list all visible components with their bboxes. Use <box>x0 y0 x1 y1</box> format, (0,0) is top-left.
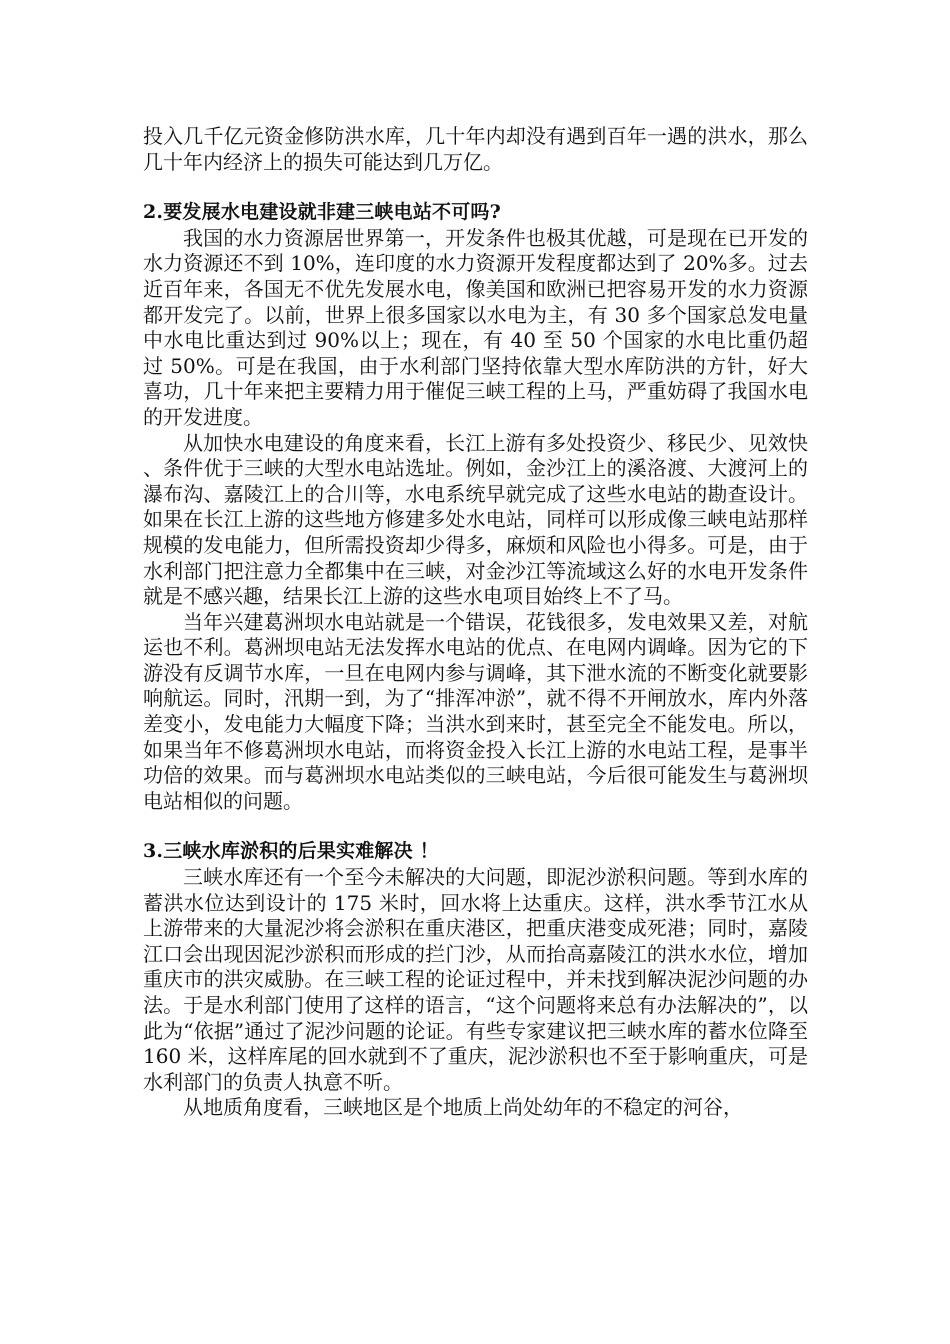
section-2-heading: 2.要发展水电建设就非建三峡电站不可吗? <box>143 201 501 224</box>
section-2-paragraph-1: 我国的水力资源居世界第一，开发条件也极其优越，可是现在已开发的水力资源还不到 10%，连印度的水力资源开发程度都达到了 20%多。过去近百年来，各国无不优先发展水电，像美国和欧洲已把容易开发的水力资源都开发完了。以前，世界上很多国家以水电为主，有 30 多个国家总发电量中水电比重达到过 90%以上；现在，有 40 至 50 个国家的水电比重仍超过 50%。可是在我国，由于水利部门坚持依靠大型水库防洪的方针，好大喜功，几十年来把主要精力用于催促三峡工程的上马，严重妨碍了我国水电的开发进度。 <box>143 225 808 429</box>
section-spacer <box>143 175 808 200</box>
section-3-paragraph-1: 三峡水库还有一个至今未解决的大问题，即泥沙淤积问题。等到水库的蓄洪水位达到设计的 175 米时，回水将上达重庆。这样，洪水季节江水从上游带来的大量泥沙将会淤积在重庆港区，把重庆港变成死港；同时，嘉陵江口会出现因泥沙淤积而形成的拦门沙，从而抬高嘉陵江的洪水水位，增加重庆市的洪灾威胁。在三峡工程的论证过程中，并未找到解决泥沙问题的办法。于是水利部门使用了这样的语言，“这个问题将来总有办法解决的”，以此为“依据”通过了泥沙问题的论证。有些专家建议把三峡水库的蓄水位降至 160 米，这样库尾的回水就到不了重庆，泥沙淤积也不至于影响重庆，可是水利部门的负责人执意不听。 <box>143 865 808 1094</box>
section-spacer <box>143 814 808 839</box>
section-3-paragraph-2: 从地质角度看，三峡地区是个地质上尚处幼年的不稳定的河谷， <box>183 1095 743 1120</box>
section-3-heading: 3.三峡水库淤积的后果实难解决 ！ <box>143 840 439 863</box>
document-body <box>143 124 808 1121</box>
section-2-paragraph-3: 当年兴建葛洲坝水电站就是一个错误，花钱很多，发电效果又差，对航运也不利。葛洲坝电站无法发挥水电站的优点、在电网内调峰。因为它的下游没有反调节水库，一旦在电网内参与调峰，其下泄水流的不断变化就要影响航运。同时，汛期一到，为了“排浑冲淤”，就不得不开闸放水，库内外落差变小，发电能力大幅度下降；当洪水到来时，甚至完全不能发电。所以，如果当年不修葛洲坝水电站，而将资金投入长江上游的水电站工程，是事半功倍的效果。而与葛洲坝水电站类似的三峡电站，今后很可能发生与葛洲坝电站相似的问题。 <box>143 609 808 813</box>
section-2-paragraph-2: 从加快水电建设的角度来看，长江上游有多处投资少、移民少、见效快、条件优于三峡的大型水电站选址。例如，金沙江上的溪洛渡、大渡河上的瀑布沟、嘉陵江上的合川等，水电系统早就完成了这些水电站的勘查设计。如果在长江上游的这些地方修建多处水电站，同样可以形成像三峡电站那样规模的发电能力，但所需投资却少得多，麻烦和风险也小得多。可是，由于水利部门把注意力全都集中在三峡，对金沙江等流域这么好的水电开发条件就是不感兴趣，结果长江上游的这些水电项目始终上不了马。 <box>143 430 808 609</box>
intro-paragraph: 投入几千亿元资金修防洪水库，几十年内却没有遇到百年一遇的洪水，那么几十年内经济上的损失可能达到几万亿。 <box>143 124 808 174</box>
